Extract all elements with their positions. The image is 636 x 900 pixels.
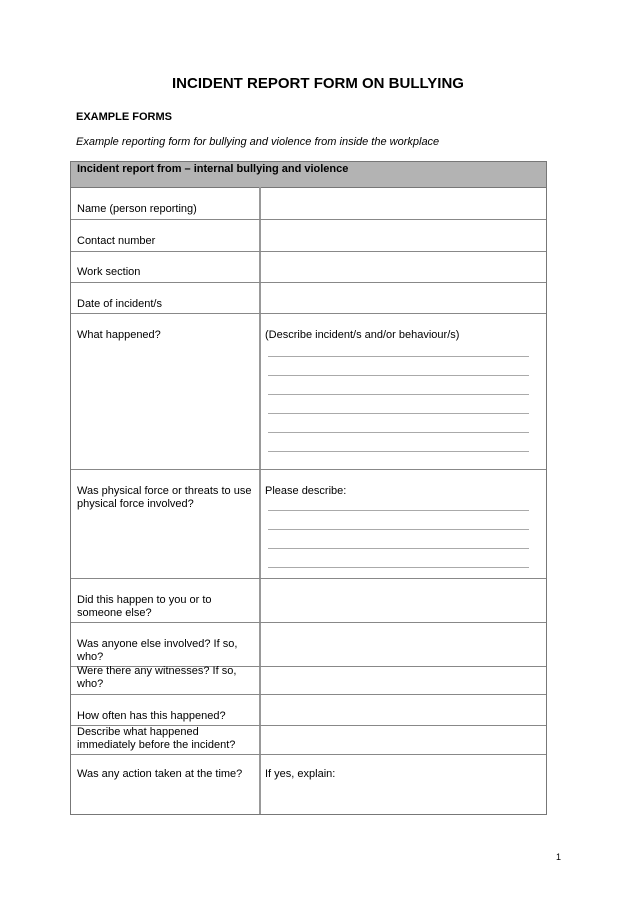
label-what-happened: What happened? [77, 329, 161, 341]
section-heading: EXAMPLE FORMS [76, 111, 172, 123]
label-before-incident: Describe what happened immediately before the incident? [77, 726, 236, 751]
write-line[interactable] [268, 548, 529, 549]
page-number: 1 [556, 852, 562, 862]
label-anyone-else: Was anyone else involved? If so, who? [77, 638, 238, 663]
row-divider [71, 219, 546, 220]
label-date: Date of incident/s [77, 298, 162, 310]
label-action-taken: Was any action taken at the time? [77, 768, 243, 780]
label-contact: Contact number [77, 235, 156, 247]
write-line[interactable] [268, 451, 529, 452]
row-divider [71, 313, 546, 314]
write-line[interactable] [268, 567, 529, 568]
label-name: Name (person reporting) [77, 203, 197, 215]
prompt-action-taken: If yes, explain: [265, 768, 336, 780]
label-you-or-someone: Did this happen to you or to someone else? [77, 594, 212, 619]
label-work-section: Work section [77, 266, 141, 278]
row-divider [71, 251, 546, 252]
table-header [71, 162, 546, 188]
row-divider [71, 694, 546, 695]
row-divider [71, 578, 546, 579]
row-divider [71, 754, 546, 755]
intro-text: Example reporting form for bullying and violence from inside the workplace [76, 136, 440, 148]
write-line[interactable] [268, 529, 529, 530]
row-divider [71, 622, 546, 623]
label-witnesses: Were there any witnesses? If so, who? [77, 665, 237, 690]
page-title: INCIDENT REPORT FORM ON BULLYING [172, 75, 464, 92]
prompt-what-happened: (Describe incident/s and/or behaviour/s) [265, 329, 460, 341]
row-divider [71, 469, 546, 470]
row-divider [71, 282, 546, 283]
write-line[interactable] [268, 394, 529, 395]
write-line[interactable] [268, 432, 529, 433]
label-how-often: How often has this happened? [77, 710, 226, 722]
write-line[interactable] [268, 413, 529, 414]
incident-form-table [70, 161, 547, 815]
write-line[interactable] [268, 356, 529, 357]
table-header-text: Incident report from – internal bullying and violence [77, 163, 349, 175]
write-line[interactable] [268, 510, 529, 511]
prompt-physical-force: Please describe: [265, 485, 347, 497]
label-physical-force: Was physical force or threats to use physical force involved? [77, 485, 252, 510]
write-line[interactable] [268, 375, 529, 376]
